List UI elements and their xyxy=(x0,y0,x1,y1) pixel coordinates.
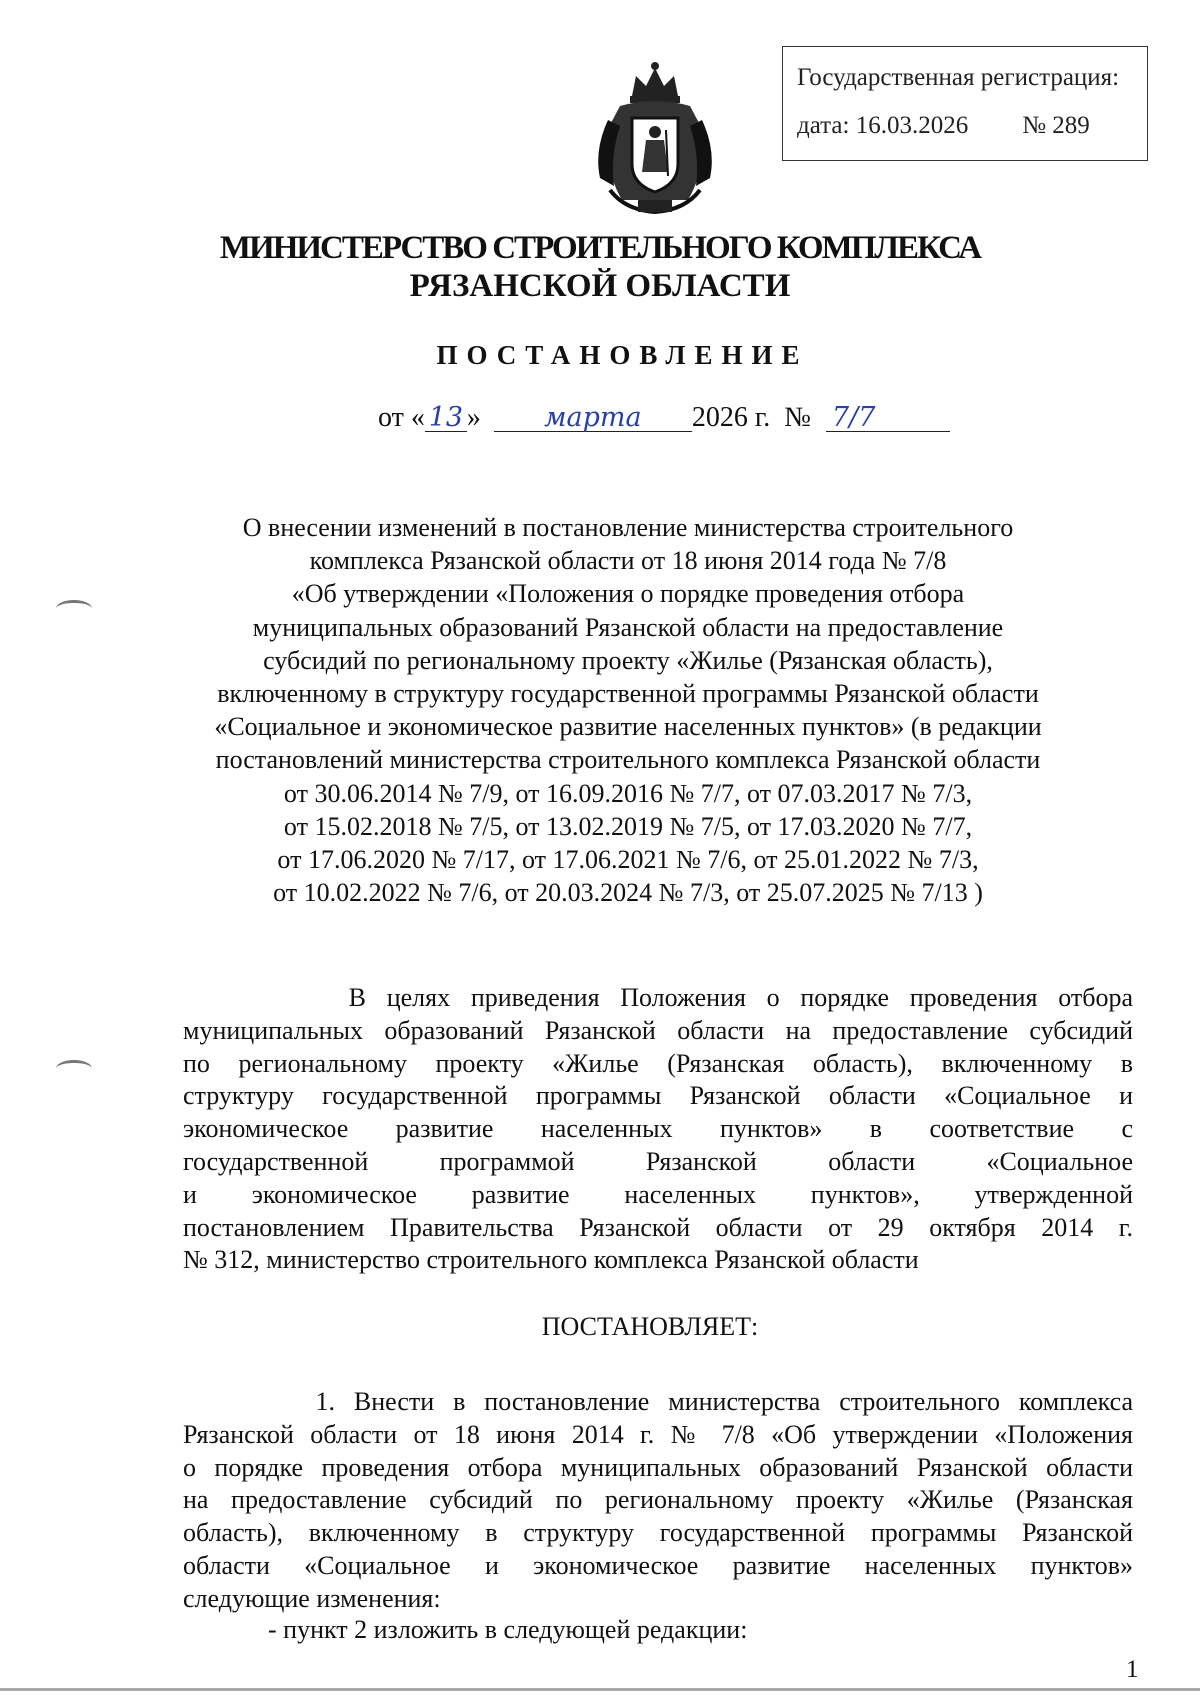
title-line: О внесении изменений в постановление министерства строительного xyxy=(242,513,1014,542)
point-1-paragraph xyxy=(183,1386,1133,1616)
registration-date: дата: 16.03.2026 xyxy=(797,112,969,139)
point-1-line: область), включенному в структуру государственной программы Рязанской xyxy=(183,1518,1133,1548)
preamble-line: структуру государственной программы Рязанской области «Социальное и xyxy=(183,1081,1133,1111)
registration-details xyxy=(797,111,1090,141)
preamble-line: В целях приведения Положения о порядке проведения отбора xyxy=(183,983,1133,1012)
title-line: «Социальное и экономическое развитие населенных пунктов» (в редакции xyxy=(214,712,1042,742)
title-line: от 15.02.2018 № 7/5, от 13.02.2019 № 7/5, от 17.03.2020 № 7/7, xyxy=(283,811,973,841)
registration-stamp xyxy=(782,46,1148,161)
ministry-name-line-1: МИНИСТЕРСТВО СТРОИТЕЛЬНОГО КОМПЛЕКСА xyxy=(219,230,981,266)
document-type: ПОСТАНОВЛЕНИЕ xyxy=(436,340,809,370)
title-line: субсидий по региональному проекту «Жилье (Рязанская область), xyxy=(263,645,993,675)
number-sign: № xyxy=(784,402,811,433)
preamble-line: № 312, министерство строительного комплекса Рязанской области xyxy=(183,1245,919,1275)
title-line: от 10.02.2022 № 7/6, от 20.03.2024 № 7/3, от 25.07.2025 № 7/13 ) xyxy=(273,878,983,908)
dateline-year: 2026 г. xyxy=(691,402,771,433)
title-line: от 30.06.2014 № 7/9, от 16.09.2016 № 7/7, от 07.03.2017 № 7/3, xyxy=(283,778,973,808)
preamble-line: и экономическое развитие населенных пунктов», утвержденной xyxy=(183,1179,1133,1209)
title-line: муниципальных образований Рязанской области на предоставление xyxy=(252,612,1004,642)
scan-edge xyxy=(0,1688,1200,1691)
title-line: комплекса Рязанской области от 18 июня 2014 года № 7/8 xyxy=(309,546,947,576)
coat-of-arms-icon xyxy=(580,60,730,218)
handwritten-number: 7/7 xyxy=(826,404,950,432)
preamble-line: муниципальных образований Рязанской области на предоставление субсидий xyxy=(183,1015,1133,1045)
point-1-line: следующие изменения: xyxy=(183,1583,441,1613)
dateline-prefix: от « xyxy=(378,402,425,433)
preamble-line: экономическое развитие населенных пунктов» в соответствие с xyxy=(183,1114,1133,1144)
point-1-line: о порядке проведения отбора муниципальных образований Рязанской области xyxy=(183,1452,1133,1482)
resolves-heading: ПОСТАНОВЛЯЕТ: xyxy=(541,1312,759,1341)
title-line: включенному в структуру государственной программы Рязанской области xyxy=(217,679,1039,709)
page-number: 1 xyxy=(1126,1656,1139,1683)
registration-label: Государственная регистрация: xyxy=(797,64,1120,91)
title-line: от 17.06.2020 № 7/17, от 17.06.2021 № 7/6, от 25.01.2022 № 7/3, xyxy=(277,845,979,875)
document-title xyxy=(178,511,1078,909)
point-1-line: области «Социальное и экономическое развитие населенных пунктов» xyxy=(183,1550,1133,1580)
preamble-line: постановлением Правительства Рязанской области от 29 октября 2014 г. xyxy=(183,1212,1133,1242)
preamble-line: по региональному проекту «Жилье (Рязанская область), включенному в xyxy=(183,1048,1133,1078)
document-dateline xyxy=(378,402,950,434)
point-1-line: Рязанской области от 18 июня 2014 г. № 7/8 «Об утверждении «Положения xyxy=(183,1419,1133,1449)
dateline-quote-close: » xyxy=(466,402,481,433)
handwritten-day: 13 xyxy=(425,404,467,432)
registration-number: № 289 xyxy=(1022,112,1090,139)
point-1-line: на предоставление субсидий по региональному проекту «Жилье (Рязанская xyxy=(183,1485,1133,1515)
preamble-line: государственной программой Рязанской области «Социальное xyxy=(183,1146,1133,1176)
hole-punch-mark xyxy=(56,600,92,617)
subpoint-text: - пункт 2 изложить в следующей редакции: xyxy=(268,1615,748,1644)
title-line: «Об утверждении «Положения о порядке проведения отбора xyxy=(291,579,965,609)
point-1-line: 1. Внести в постановление министерства строительного комплекса xyxy=(183,1387,1133,1416)
title-line: постановлений министерства строительного комплекса Рязанской области xyxy=(215,745,1041,775)
ministry-name-line-2: РЯЗАНСКОЙ ОБЛАСТИ xyxy=(409,268,791,304)
handwritten-month: марта xyxy=(494,404,692,432)
hole-punch-mark xyxy=(56,1060,92,1077)
preamble-paragraph xyxy=(183,982,1133,1277)
